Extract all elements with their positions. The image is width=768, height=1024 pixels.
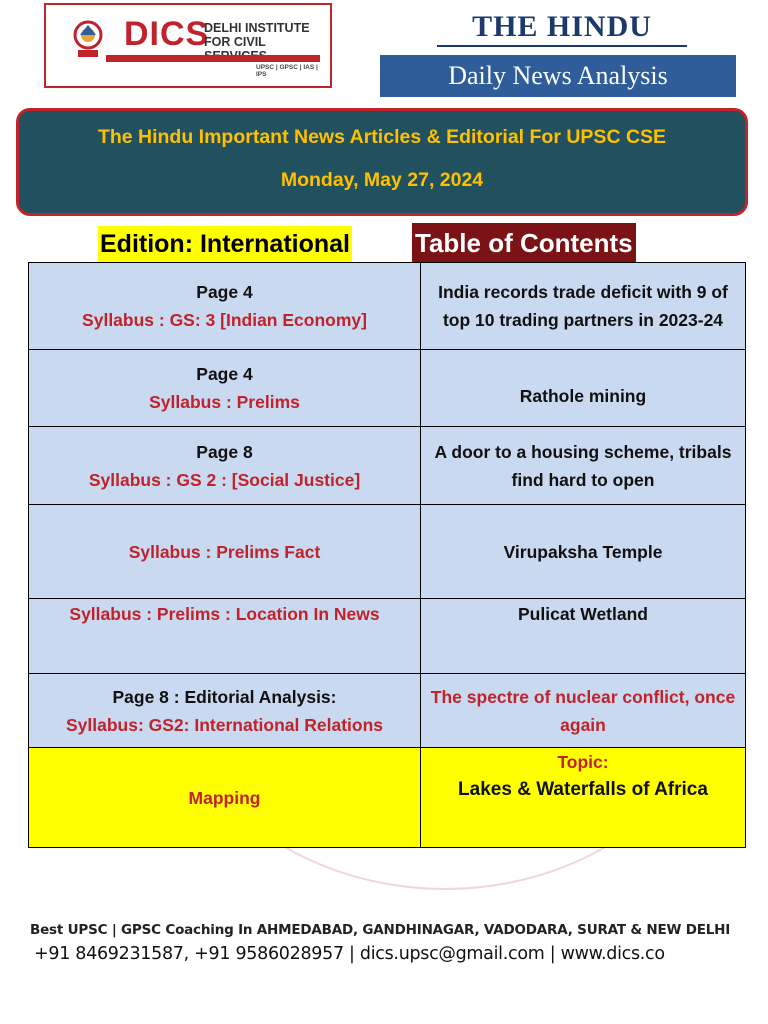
syllabus-label: Syllabus : Prelims : Location In News — [69, 604, 380, 624]
logo-brand: DICS — [124, 15, 210, 53]
topic-cell — [421, 263, 746, 350]
topic-label: India records trade deficit with 9 of top 10 trading partners in 2023-24 — [438, 282, 728, 330]
topic-label: Lakes & Waterfalls of Africa — [458, 779, 708, 800]
topic-heading: Topic: — [557, 752, 609, 772]
banner-heading: The Hindu Important News Articles & Editorial For UPSC CSE — [97, 126, 667, 148]
topic-label: Pulicat Wetland — [518, 604, 648, 624]
table-row — [29, 505, 746, 599]
topic-label: A door to a housing scheme, tribals find hard to open — [434, 441, 732, 490]
topic-cell — [421, 427, 746, 505]
syllabus-cell — [29, 674, 421, 748]
page-label: Page 4 — [196, 282, 253, 302]
hindu-masthead — [427, 0, 697, 54]
topic-label: Virupaksha Temple — [503, 541, 663, 562]
table-row — [29, 748, 746, 848]
table-row — [29, 599, 746, 674]
syllabus-cell — [29, 505, 421, 599]
logo-bar — [106, 55, 320, 62]
topic-label: Rathole mining — [519, 386, 647, 406]
topic-cell — [421, 674, 746, 748]
title-banner — [16, 108, 748, 216]
contents-table — [28, 262, 746, 848]
syllabus-cell — [29, 599, 421, 674]
topic-cell — [421, 350, 746, 427]
table-row — [29, 350, 746, 427]
footer-coaching-line: Best UPSC | GPSC Coaching In AHMEDABAD, GANDHINAGAR, VADODARA, SURAT & NEW DELHI — [30, 922, 731, 938]
syllabus-label: Syllabus: GS2: International Relations — [65, 714, 383, 735]
syllabus-cell — [29, 427, 421, 505]
logo-tagline: UPSC | GPSC | IAS | IPS — [256, 64, 318, 78]
toc-label: Table of Contents — [412, 223, 636, 263]
topic-cell — [421, 505, 746, 599]
syllabus-cell — [29, 263, 421, 350]
syllabus-label: Syllabus : GS: 3 [Indian Economy] — [82, 310, 367, 330]
edition-label: Edition: International — [98, 226, 352, 262]
masthead-subtitle: Daily News Analysis — [380, 55, 736, 97]
topic-cell — [421, 748, 746, 848]
page-label: Page 8 : Editorial Analysis: — [112, 686, 337, 707]
mapping-label: Mapping — [188, 787, 261, 808]
mapping-cell — [29, 748, 421, 848]
table-row — [29, 427, 746, 505]
page-label: Page 8 — [196, 441, 253, 462]
syllabus-label: Syllabus : Prelims — [149, 392, 300, 412]
dics-logo — [44, 3, 332, 88]
masthead-title: THE HINDU — [472, 10, 652, 43]
syllabus-label: Syllabus : GS 2 : [Social Justice] — [88, 469, 361, 490]
banner-date: Monday, May 27, 2024 — [280, 169, 484, 191]
masthead-rule — [437, 45, 687, 47]
topic-label: The spectre of nuclear conflict, once again — [430, 686, 736, 735]
footer-contact-line: +91 8469231587, +91 9586028957 | dics.upsc@gmail.com | www.dics.co — [34, 944, 665, 964]
table-row — [29, 263, 746, 350]
topic-cell — [421, 599, 746, 674]
dics-emblem-icon — [70, 19, 106, 59]
logo-name-line2: FOR CIVIL — [204, 35, 266, 49]
page-label: Page 4 — [196, 364, 253, 384]
syllabus-label: Syllabus : Prelims Fact — [128, 541, 321, 562]
syllabus-cell — [29, 350, 421, 427]
table-row — [29, 674, 746, 748]
logo-name-line1: DELHI INSTITUTE — [204, 21, 310, 35]
